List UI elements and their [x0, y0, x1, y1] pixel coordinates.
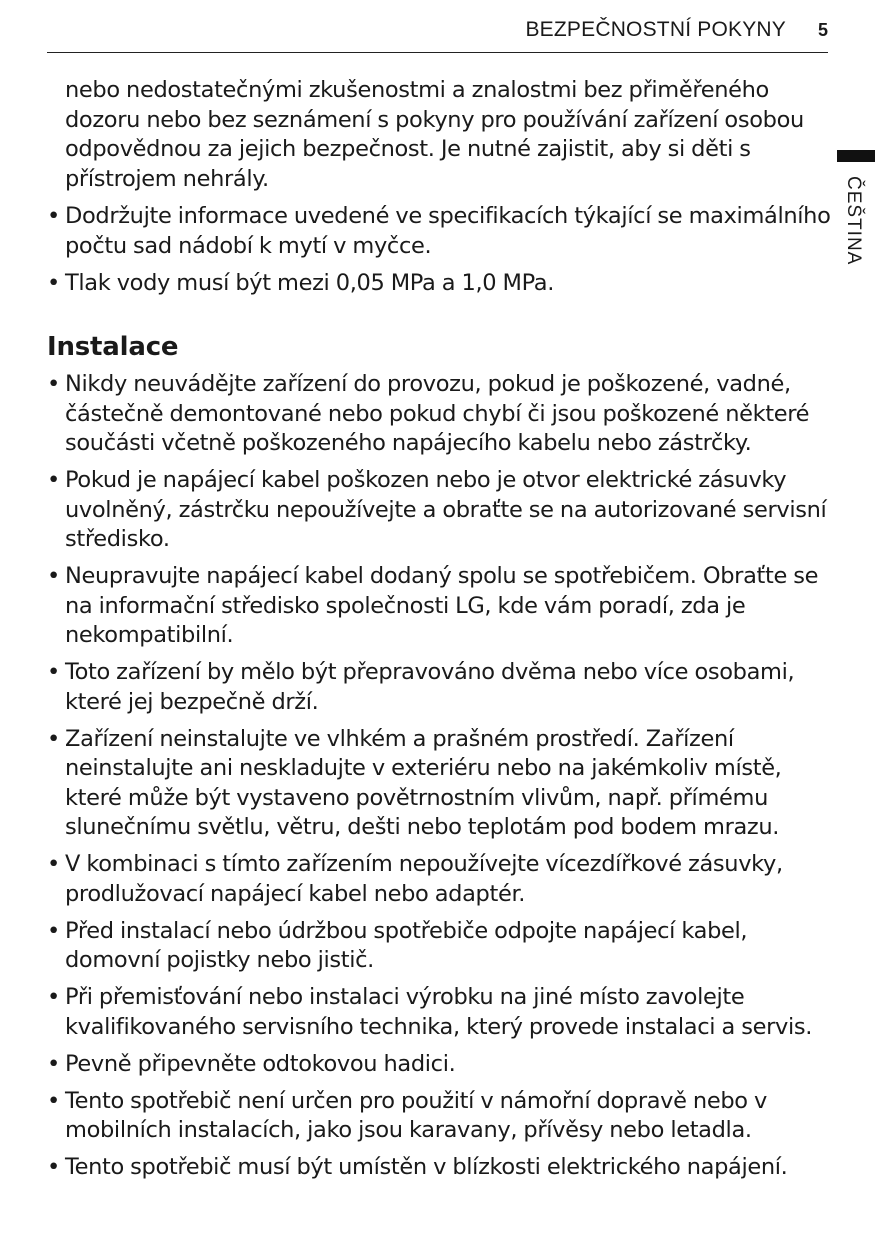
list-item	[47, 1087, 831, 1146]
list-item-text: Před instalací nebo údržbou spotřebiče odpojte napájecí kabel, domovní pojistky nebo jistič.	[65, 917, 748, 973]
list-item-text: V kombinaci s tímto zařízením nepoužívejte vícezdířkové zásuvky, prodlužovací napájecí kabel nebo adaptér.	[65, 851, 783, 907]
list-item-text: Neupravujte napájecí kabel dodaný spolu se spotřebičem. Obraťte se na informační středisko společnosti LG, kde vám poradí, zda je nekompatibilní.	[65, 563, 819, 648]
bullet-icon: •	[47, 917, 60, 944]
header-title: BEZPEČNOSTNÍ POKYNY	[525, 18, 786, 41]
list-item-text: Dodržujte informace uvedené ve specifikacích týkající se maximálního počtu sad nádobí k mytí v myčce.	[65, 203, 831, 259]
continuation-paragraph: nebo nedostatečnými zkušenostmi a znalostmi bez přiměřeného dozoru nebo bez seznámení s pokyny pro používání zařízení osobou odpovědnou za jejich bezpečnost. Je nutné zajistit, aby si děti s přístrojem nehrály.	[65, 77, 804, 192]
list-item	[47, 1153, 831, 1183]
bullet-icon: •	[47, 269, 60, 296]
installation-bullet-list	[47, 370, 831, 1183]
bullet-icon: •	[47, 984, 60, 1010]
list-item	[47, 370, 831, 459]
page-header	[47, 14, 828, 53]
language-tab-label: ČEŠTINA	[843, 176, 864, 266]
list-item	[47, 850, 831, 909]
bullet-icon: •	[47, 371, 60, 397]
list-item-text: Pevně připevněte odtokovou hadici.	[65, 1050, 456, 1077]
list-item-text: Tento spotřebič není určen pro použití v námořní dopravě nebo v mobilních instalacích, jako jsou karavany, přívěsy nebo letadla.	[65, 1087, 767, 1143]
language-tab-marker	[837, 150, 875, 162]
list-item-text: Zařízení neinstalujte ve vlhkém a prašném prostředí. Zařízení neinstalujte ani neskladujte v exteriéru nebo na jakémkoliv místě, které může být vystaveno povětrnostním vlivům, např. přímému slunečnímu světlu, větru, dešti nebo teplotám pod bodem mrazu.	[65, 725, 782, 840]
bullet-icon: •	[47, 1087, 60, 1114]
list-item	[47, 202, 831, 261]
list-item	[47, 269, 831, 299]
list-item-text: Tlak vody musí být mezi 0,05 MPa a 1,0 MPa.	[65, 269, 555, 296]
page-content	[47, 76, 831, 1190]
page-number: 5	[817, 20, 828, 40]
bullet-icon: •	[47, 1050, 60, 1077]
list-item-text: Toto zařízení by mělo být přepravováno dvěma nebo více osobami, které jej bezpečně drží.	[65, 659, 795, 715]
section-title-installation: Instalace	[47, 332, 179, 362]
bullet-icon: •	[47, 203, 60, 229]
bullet-icon: •	[47, 467, 60, 493]
list-item	[47, 562, 831, 651]
bullet-icon: •	[47, 1154, 60, 1180]
list-item-text: Tento spotřebič musí být umístěn v blízkosti elektrického napájení.	[65, 1154, 788, 1180]
list-item-text: Pokud je napájecí kabel poškozen nebo je otvor elektrické zásuvky uvolněný, zástrčku nepoužívejte a obraťte se na autorizované servisní středisko.	[65, 467, 827, 552]
list-item	[47, 1050, 831, 1080]
list-item	[47, 917, 831, 976]
list-item	[47, 725, 831, 843]
bullet-icon: •	[47, 563, 60, 589]
list-item-text: Nikdy neuvádějte zařízení do provozu, pokud je poškozené, vadné, částečně demontované nebo pokud chybí či jsou poškozené některé součásti včetně poškozeného napájecího kabelu nebo zástrčky.	[65, 371, 810, 456]
intro-bullet-list	[47, 202, 831, 298]
list-item-text: Při přemisťování nebo instalaci výrobku na jiné místo zavolejte kvalifikovaného servisního technika, který provede instalaci a servis.	[65, 984, 813, 1040]
bullet-icon: •	[47, 659, 60, 685]
list-item	[47, 983, 831, 1042]
bullet-icon: •	[47, 725, 60, 752]
list-item	[47, 466, 831, 555]
bullet-icon: •	[47, 851, 60, 877]
list-item	[47, 658, 831, 717]
